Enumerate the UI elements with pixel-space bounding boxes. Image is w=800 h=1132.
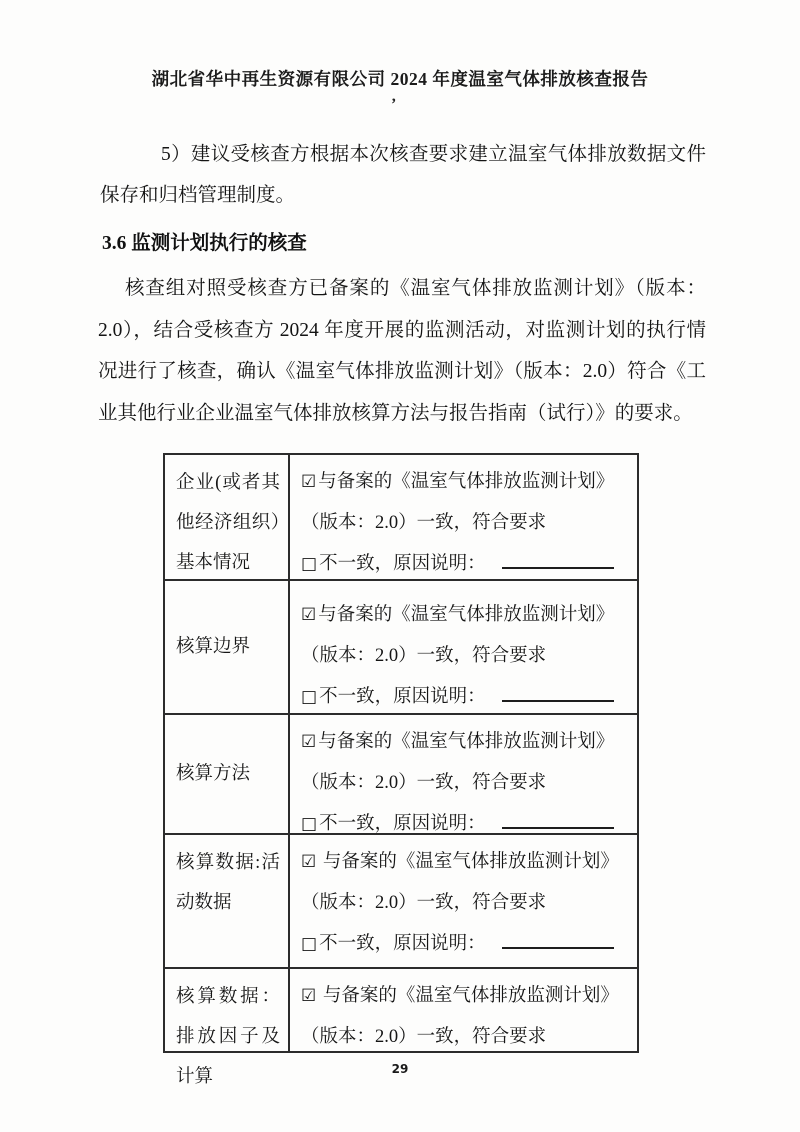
row-label-text: 企业(或者其他经济组织）基本情况 bbox=[176, 473, 280, 573]
row-label-text: 核算边界 bbox=[176, 637, 251, 657]
table-row-options bbox=[290, 835, 637, 967]
unchecked-checkbox-icon: □ bbox=[301, 934, 318, 954]
checked-checkbox-icon: ☑ bbox=[301, 732, 317, 752]
row-label-text: 核算数据：排放因子及计算 bbox=[176, 987, 280, 1087]
unchecked-checkbox-icon: □ bbox=[301, 554, 318, 574]
table-row-options bbox=[290, 581, 637, 713]
document-header-title: 湖北省华中再生资源有限公司 2024 年度温室气体排放核查报告 bbox=[151, 69, 649, 89]
blank-underline bbox=[502, 933, 614, 949]
table-row-label bbox=[165, 715, 290, 833]
checked-option bbox=[301, 462, 631, 544]
section-heading: 3.6 监测计划执行的核查 bbox=[102, 233, 307, 254]
table-row-options bbox=[290, 715, 637, 833]
row-label-text: 核算数据:活动数据 bbox=[176, 853, 280, 913]
checked-checkbox-icon: ☑ bbox=[301, 852, 317, 872]
table-row-options bbox=[290, 455, 637, 579]
checked-option-text: 与备案的《温室气体排放监测计划》（版本：2.0）一致，符合要求 bbox=[301, 605, 615, 666]
table-row-options bbox=[290, 969, 637, 1051]
section-body-paragraph: 核查组对照受核查方已备案的《温室气体排放监测计划》（版本：2.0），结合受核查方 2024 年度开展的监测活动，对监测计划的执行情况进行了核查，确认《温室气体排放监测计划》（版本：2.0）符合《工业其他行业企业温室气体排放核算方法与报告指南（试行）》的要求。 bbox=[98, 278, 706, 424]
recommendation-item-paragraph: 5）建议受核查方根据本次核查要求建立温室气体排放数据文件保存和归档管理制度。 bbox=[100, 144, 706, 206]
checked-option-text: 与备案的《温室气体排放监测计划》（版本：2.0）一致，符合要求 bbox=[301, 986, 619, 1047]
row-label-text: 核算方法 bbox=[176, 764, 251, 784]
checked-checkbox-icon: ☑ bbox=[301, 605, 317, 625]
table-row bbox=[165, 835, 637, 969]
checked-checkbox-icon: ☑ bbox=[301, 986, 317, 1006]
unchecked-checkbox-icon: □ bbox=[301, 814, 318, 834]
blank-underline bbox=[502, 553, 614, 569]
unchecked-option-text: 不一致，原因说明： bbox=[319, 814, 486, 834]
table-row-label bbox=[165, 835, 290, 967]
checked-option-text: 与备案的《温室气体排放监测计划》（版本：2.0）一致，符合要求 bbox=[301, 732, 615, 793]
page-number: 29 bbox=[391, 1062, 409, 1076]
table-row bbox=[165, 455, 637, 581]
checked-option-text: 与备案的《温室气体排放监测计划》（版本：2.0）一致，符合要求 bbox=[301, 852, 619, 913]
table-row-label bbox=[165, 581, 290, 713]
unchecked-option bbox=[301, 677, 631, 718]
table-row bbox=[165, 581, 637, 715]
unchecked-option bbox=[301, 924, 631, 965]
blank-underline bbox=[502, 686, 614, 702]
table-row-label bbox=[165, 455, 290, 579]
unchecked-option-text: 不一致，原因说明： bbox=[319, 554, 486, 574]
unchecked-checkbox-icon: □ bbox=[301, 687, 318, 707]
checked-checkbox-icon: ☑ bbox=[301, 472, 317, 492]
table-row-label bbox=[165, 969, 290, 1087]
unchecked-option-text: 不一致，原因说明： bbox=[319, 687, 486, 707]
unchecked-option bbox=[301, 544, 631, 585]
checked-option-text: 与备案的《温室气体排放监测计划》（版本：2.0）一致，符合要求 bbox=[301, 472, 615, 533]
table-row bbox=[165, 715, 637, 835]
unchecked-option-text: 不一致，原因说明： bbox=[319, 934, 486, 954]
checked-option bbox=[301, 842, 631, 924]
blank-underline bbox=[502, 813, 614, 829]
checked-option bbox=[301, 722, 631, 804]
checked-option bbox=[301, 595, 631, 677]
scan-artifact-mark: ’ bbox=[391, 96, 397, 113]
checked-option bbox=[301, 976, 631, 1058]
